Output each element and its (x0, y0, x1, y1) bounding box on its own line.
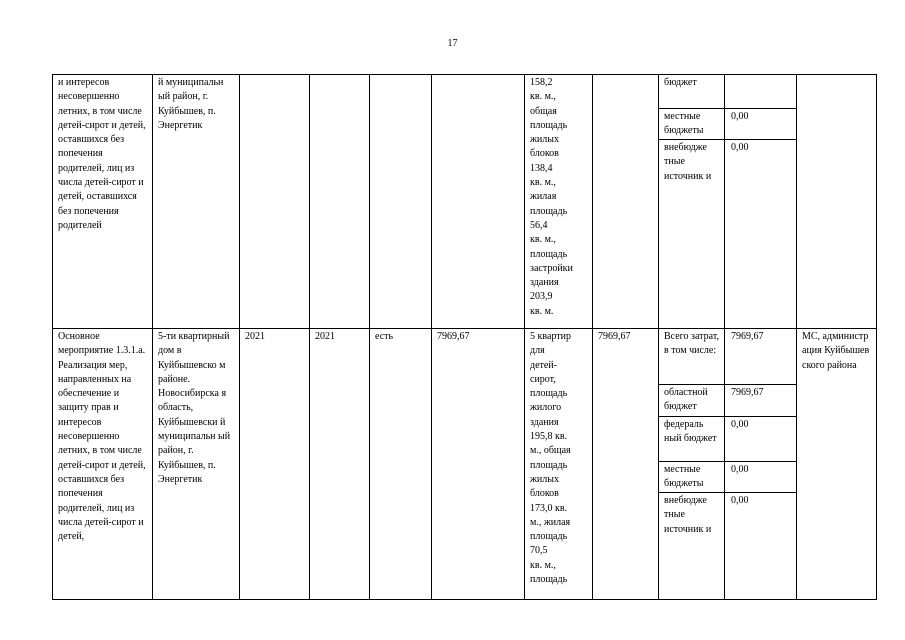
capacity-cell (525, 75, 593, 329)
table-row (53, 329, 877, 600)
financing-row (659, 493, 796, 599)
capacity-line: блоков (530, 488, 559, 500)
capacity-line: кв. м. (530, 305, 554, 317)
capacity-line: площадь (530, 574, 568, 586)
financing-value: 0,00 (731, 495, 749, 506)
measure-name-cell: и интересов несовершенно летних, в том числе детей-сирот и детей, оставшихся без попечения родителей, лиц из числа детей-сирот и детей, оставшихся без попечения родителей (53, 75, 153, 329)
financing-row (659, 75, 796, 109)
total-cost-cell (593, 75, 659, 329)
program-table (52, 74, 877, 600)
table-row (53, 75, 877, 329)
capacity-line: площадь (530, 531, 568, 543)
financing-source: внебюдже тные источник и (659, 140, 725, 328)
capacity-line: жилого (530, 402, 562, 414)
financing-value: 0,00 (731, 142, 749, 153)
financing-row (659, 417, 796, 462)
financing-row (659, 140, 796, 328)
capacity-line: жилых (530, 473, 559, 485)
capacity-line: сирот, (530, 373, 556, 385)
financing-row (659, 385, 796, 417)
psd-cell: есть (370, 329, 432, 600)
total-cost-cell: 7969,67 (593, 329, 659, 600)
capacity-line: кв. м., (530, 91, 556, 103)
capacity-line: детей- (530, 359, 558, 371)
estimated-cost-cell (432, 75, 525, 329)
capacity-line: 138,4 (530, 162, 553, 174)
responsible-cell: МС, администр ация Куйбышев ского района (797, 329, 877, 600)
capacity-line: 195,8 кв. (530, 431, 568, 443)
capacity-line: 173,0 кв. (530, 502, 568, 514)
start-year-cell (240, 75, 310, 329)
financing-source: местные бюджеты (659, 109, 725, 139)
capacity-line: застройки (530, 262, 573, 274)
financing-value: 0,00 (731, 419, 749, 430)
capacity-line: блоков (530, 148, 559, 160)
capacity-line: 158,2 (530, 77, 553, 88)
capacity-line: кв. м., (530, 234, 556, 246)
financing-source: федераль ный бюджет (659, 417, 725, 461)
end-year-cell: 2021 (310, 329, 370, 600)
financing-row (659, 462, 796, 493)
capacity-line: здания (530, 277, 559, 289)
object-location-cell: й муниципальн ый район, г. Куйбышев, п. Энергетик (153, 75, 240, 329)
financing-row (659, 109, 796, 140)
financing-value: 0,00 (731, 111, 749, 122)
capacity-line: общая (530, 105, 557, 117)
capacity-line: 70,5 (530, 545, 548, 557)
capacity-line: 5 квартир (530, 331, 571, 342)
capacity-line: площадь (530, 119, 568, 131)
estimated-cost-cell: 7969,67 (432, 329, 525, 600)
capacity-line: кв. м., (530, 559, 556, 571)
financing-cell (659, 75, 797, 329)
capacity-line: площадь (530, 248, 568, 260)
financing-value: 7969,67 (731, 331, 764, 342)
capacity-line: жилая (530, 191, 557, 203)
financing-source: областной бюджет (659, 385, 725, 416)
page-number: 17 (447, 38, 458, 49)
capacity-line: м., жилая (530, 516, 571, 528)
capacity-cell (525, 329, 593, 600)
financing-value: 0,00 (731, 464, 749, 475)
capacity-line: здания (530, 416, 559, 428)
capacity-line: кв. м., (530, 177, 556, 189)
financing-source: внебюдже тные источник и (659, 493, 725, 599)
capacity-line: 56,4 (530, 219, 548, 231)
capacity-line: 203,9 (530, 291, 553, 303)
financing-cell (659, 329, 797, 600)
measure-name-cell: Основное мероприятие 1.3.1.а. Реализация мер, направленных на обеспечение и защиту прав и интересов несовершенно летних, в том числе детей-сирот и детей, оставшихся без попечения родителей, лиц из числа детей-сирот и детей, (53, 329, 153, 600)
responsible-cell (797, 75, 877, 329)
capacity-line: площадь (530, 388, 568, 400)
financing-value: 7969,67 (731, 387, 764, 398)
financing-value (725, 75, 796, 108)
financing-row (659, 329, 796, 385)
capacity-line: жилых (530, 134, 559, 146)
capacity-line: м., общая (530, 445, 571, 457)
start-year-cell: 2021 (240, 329, 310, 600)
capacity-line: площадь (530, 205, 568, 217)
financing-source: Всего затрат, в том числе: (659, 329, 725, 384)
financing-source: местные бюджеты (659, 462, 725, 492)
capacity-line: для (530, 345, 545, 357)
end-year-cell (310, 75, 370, 329)
object-location-cell: 5-ти квартирный дом в Куйбышевско м районе. Новосибирска я область, Куйбышевски й муниципальн ый район, г. Куйбышев, п. Энергетик (153, 329, 240, 600)
financing-source: бюджет (659, 75, 725, 108)
psd-cell (370, 75, 432, 329)
capacity-line: площадь (530, 459, 568, 471)
